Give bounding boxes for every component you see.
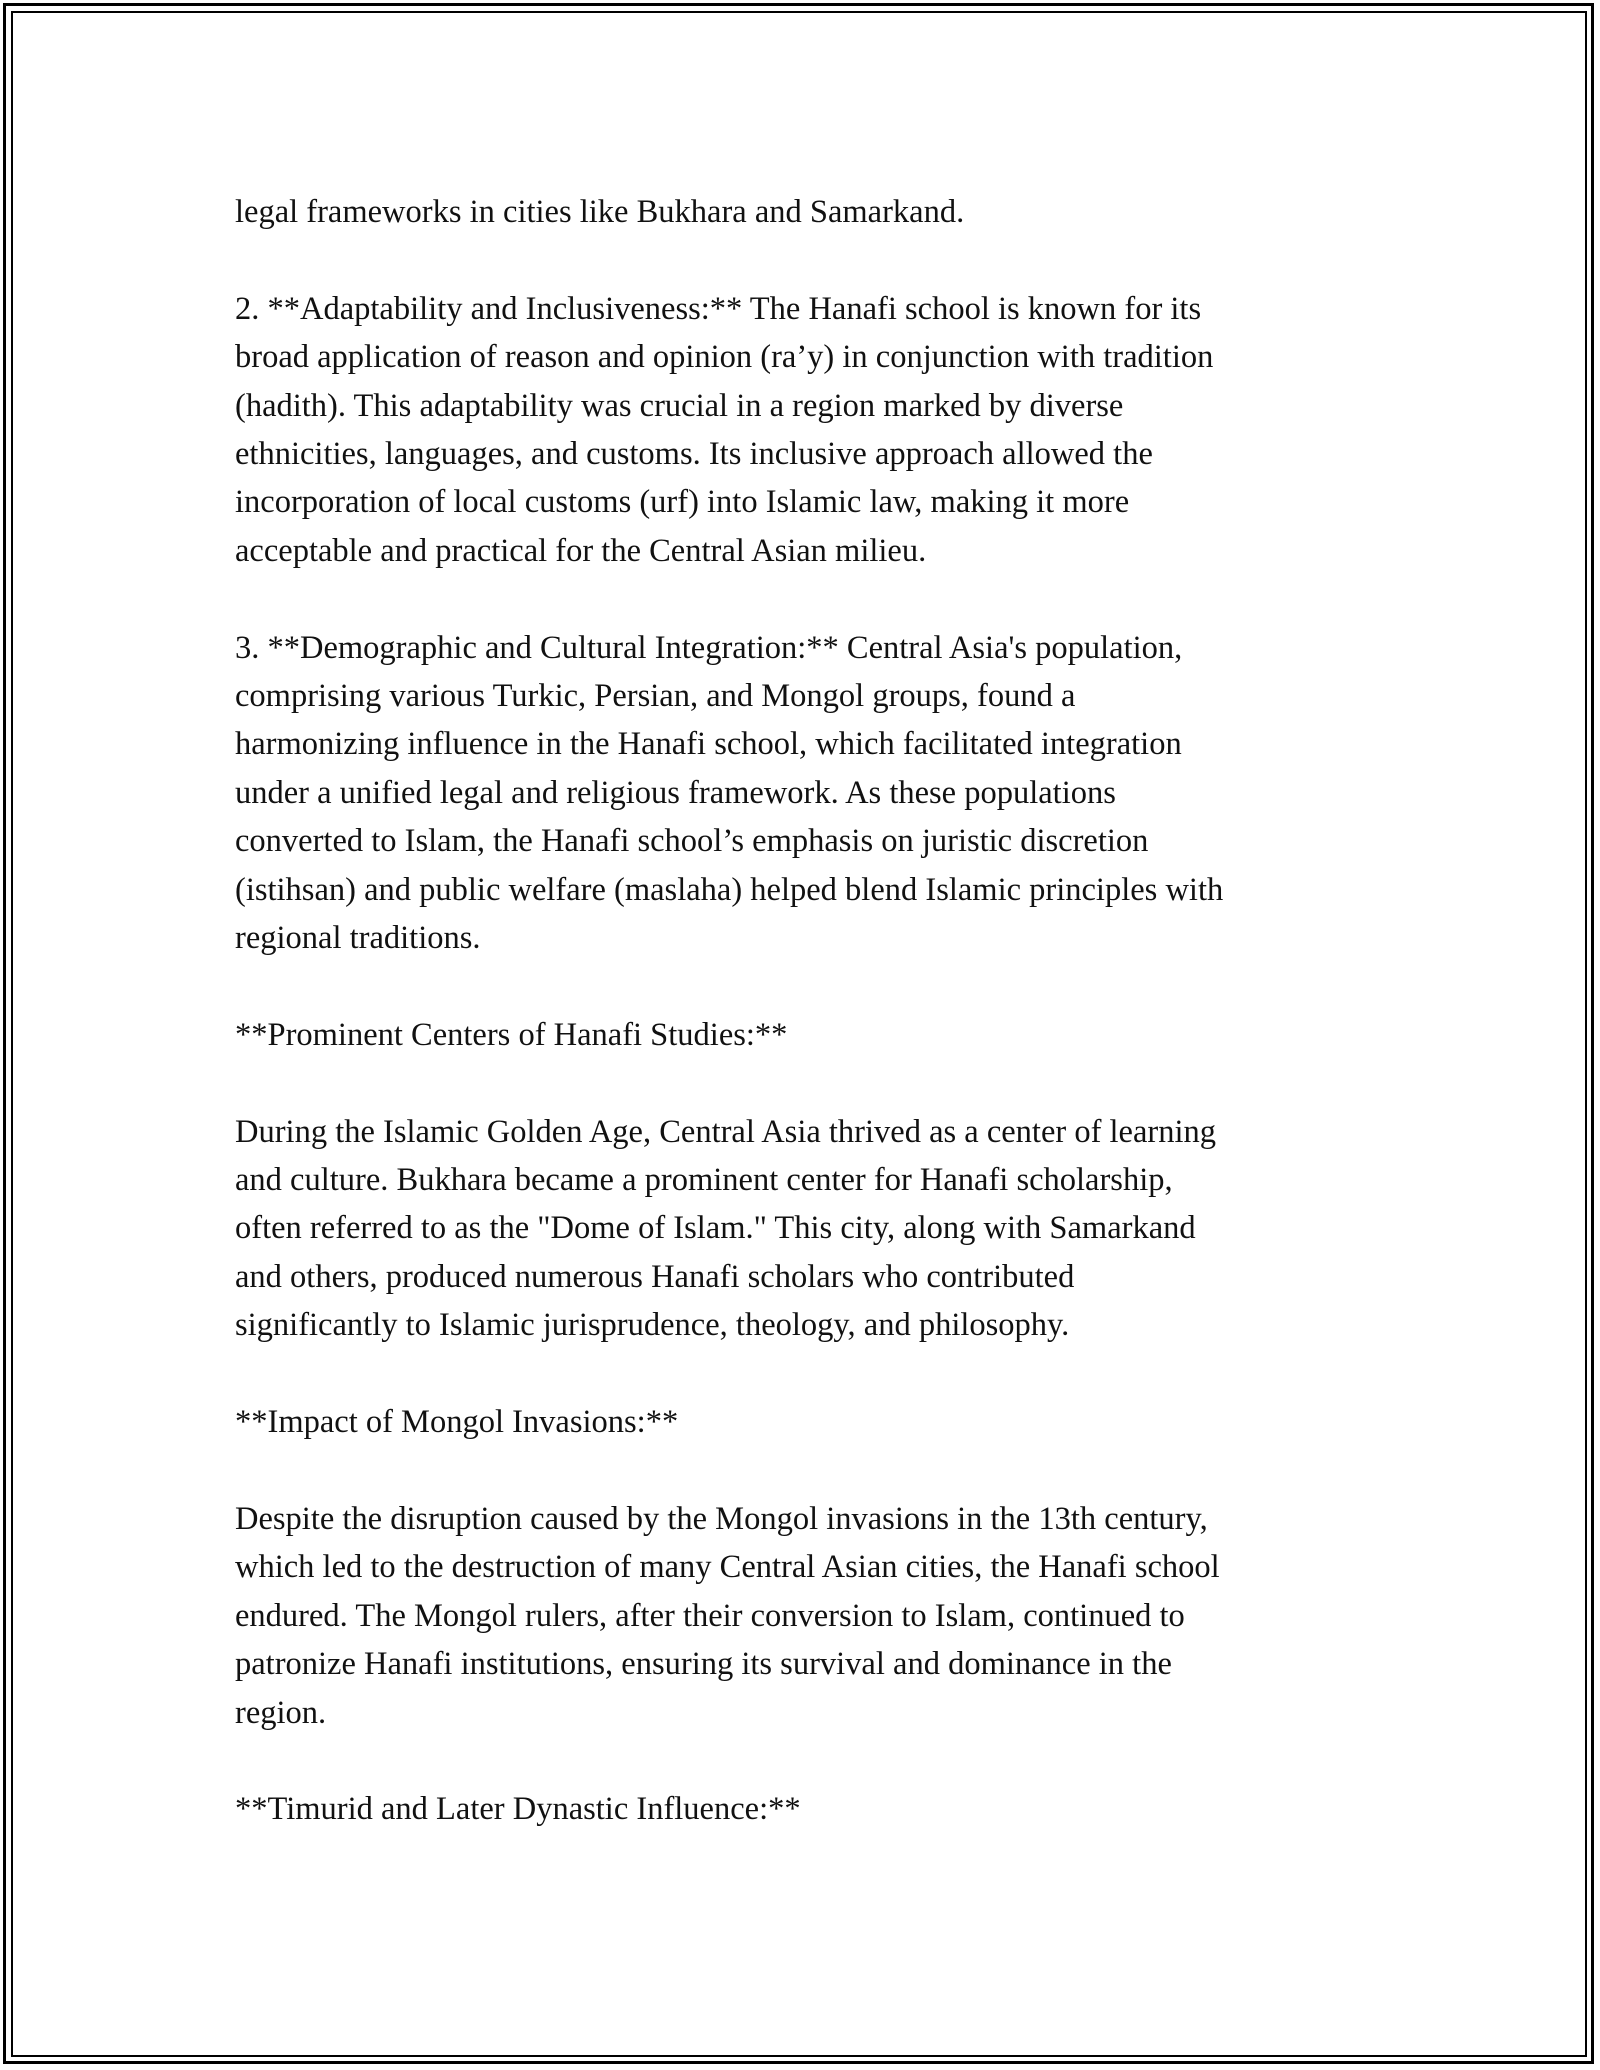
text-line: harmonizing influence in the Hanafi school, which facilitated integration <box>235 726 1182 763</box>
text-line: Despite the disruption caused by the Mongol invasions in the 13th century, <box>235 1500 1208 1537</box>
text-line: ethnicities, languages, and customs. Its inclusive approach allowed the <box>235 436 1153 473</box>
text-line: incorporation of local customs (urf) into Islamic law, making it more <box>235 484 1130 521</box>
text-line: 2. **Adaptability and Inclusiveness:** The Hanafi school is known for its <box>235 290 1202 327</box>
paragraph-mongol-impact <box>235 1495 1375 1737</box>
text-line: **Impact of Mongol Invasions:** <box>235 1404 679 1441</box>
text-line: broad application of reason and opinion (ra’y) in conjunction with tradition <box>235 339 1214 376</box>
paragraph-adaptability <box>235 285 1375 575</box>
text-line: endured. The Mongol rulers, after their conversion to Islam, continued to <box>235 1597 1185 1634</box>
text-line: converted to Islam, the Hanafi school’s emphasis on juristic discretion <box>235 823 1149 860</box>
heading-mongol-invasions <box>235 1398 1375 1446</box>
text-line: legal frameworks in cities like Bukhara and Samarkand. <box>235 194 965 230</box>
text-line: comprising various Turkic, Persian, and Mongol groups, found a <box>235 678 1076 715</box>
text-line: **Timurid and Later Dynastic Influence:** <box>235 1791 801 1828</box>
heading-timurid-influence <box>235 1785 1375 1833</box>
text-line: and culture. Bukhara became a prominent center for Hanafi scholarship, <box>235 1162 1173 1199</box>
text-line: regional traditions. <box>235 920 481 957</box>
text-line: **Prominent Centers of Hanafi Studies:** <box>235 1016 788 1053</box>
text-line: 3. **Demographic and Cultural Integration:** Central Asia's population, <box>235 629 1183 666</box>
heading-prominent-centers <box>235 1011 1375 1059</box>
paragraph-demographic <box>235 624 1375 963</box>
text-line: During the Islamic Golden Age, Central Asia thrived as a center of learning <box>235 1113 1217 1150</box>
text-line: (hadith). This adaptability was crucial in a region marked by diverse <box>235 387 1124 424</box>
text-line: often referred to as the "Dome of Islam." This city, along with Samarkand <box>235 1210 1196 1247</box>
text-line: patronize Hanafi institutions, ensuring its survival and dominance in the <box>235 1646 1172 1683</box>
text-line: under a unified legal and religious framework. As these populations <box>235 774 1116 811</box>
text-line: which led to the destruction of many Central Asian cities, the Hanafi school <box>235 1549 1220 1586</box>
text-line: acceptable and practical for the Central Asian milieu. <box>235 532 927 569</box>
text-line: (istihsan) and public welfare (maslaha) helped blend Islamic principles with <box>235 871 1224 908</box>
paragraph-golden-age <box>235 1108 1375 1350</box>
text-line: and others, produced numerous Hanafi scholars who contributed <box>235 1258 1075 1295</box>
text-line: significantly to Islamic jurisprudence, theology, and philosophy. <box>235 1307 1070 1344</box>
document-body <box>235 188 1375 1882</box>
paragraph-legal-frameworks <box>235 188 1375 236</box>
text-line: region. <box>235 1694 327 1731</box>
